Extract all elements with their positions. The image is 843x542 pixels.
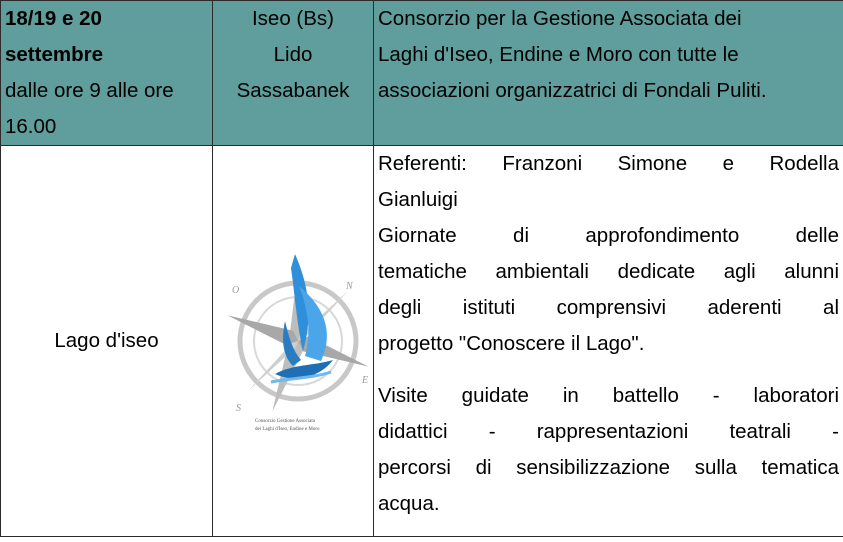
header-row: [1, 1, 843, 146]
svg-text:O: O: [232, 285, 240, 296]
org-line-3: associazioni organizzatrici di Fondali Puliti.: [378, 79, 767, 102]
svg-text:E: E: [362, 375, 369, 386]
org-line-1: Consorzio per la Gestione Associata dei: [378, 7, 742, 30]
paragraph-gap: [378, 362, 839, 378]
desc-line-4: tematiche ambientali dedicate agli alunni: [378, 260, 839, 283]
place-cell: [213, 1, 374, 146]
detail-row: [1, 146, 843, 537]
desc-line-10: acqua.: [378, 492, 440, 515]
consortium-logo: [213, 146, 374, 536]
desc-line-8: didattici - rappresentazioni teatrali -: [378, 420, 839, 443]
description-cell: [374, 146, 843, 537]
logo-text-2: dei Laghi d'Iseo, Endine e Moro: [255, 427, 320, 432]
place-line-2: Lido: [273, 43, 313, 66]
location-cell: [1, 146, 213, 537]
location-label: Lago d'iseo: [54, 329, 159, 352]
logo-text-1: Consorzio Gestione Associata: [255, 419, 315, 424]
desc-line-9: percorsi di sensibilizzazione sulla tematica: [378, 456, 839, 479]
organizer-cell: [374, 1, 843, 146]
place-line-3: Sassabanek: [236, 79, 350, 102]
date-line-2: settembre: [5, 43, 103, 66]
desc-line-6: progetto "Conoscere il Lago".: [378, 332, 645, 355]
date-line-1: 18/19 e 20: [5, 7, 102, 30]
desc-line-7: Visite guidate in battello - laboratori: [378, 384, 839, 407]
compass-sail-logo-icon: [213, 146, 374, 536]
date-cell: [1, 1, 213, 146]
time-line-2: 16.00: [5, 115, 57, 138]
desc-line-3: Giornate di approfondimento delle: [378, 224, 839, 247]
time-line-1: dalle ore 9 alle ore: [5, 79, 174, 102]
logo-cell: [213, 146, 374, 537]
place-line-1: Iseo (Bs): [251, 7, 335, 30]
svg-text:S: S: [236, 403, 241, 414]
svg-text:N: N: [346, 281, 353, 292]
desc-line-1: Referenti: Franzoni Simone e Rodella: [378, 152, 839, 175]
desc-line-5: degli istituti comprensivi aderenti al: [378, 296, 839, 319]
desc-line-2: Gianluigi: [378, 188, 458, 211]
org-line-2: Laghi d'Iseo, Endine e Moro con tutte le: [378, 43, 739, 66]
